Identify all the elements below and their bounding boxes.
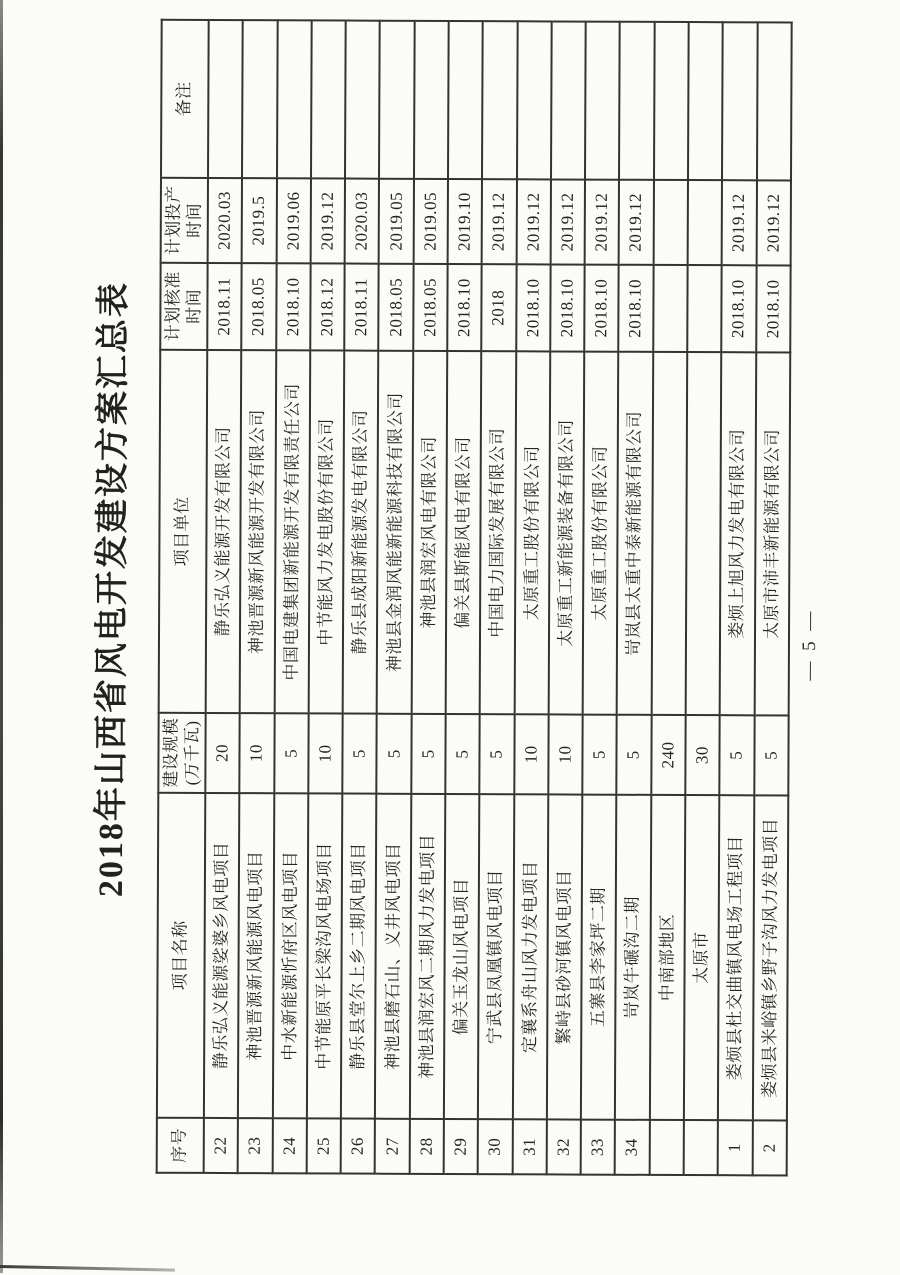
cell-serial: 30 bbox=[478, 1119, 513, 1174]
cell-scale: 240 bbox=[651, 715, 686, 795]
cell-approval-time bbox=[687, 265, 722, 352]
cell-remark bbox=[585, 22, 620, 180]
cell-serial bbox=[649, 1120, 684, 1175]
col-header-unit bbox=[159, 350, 208, 713]
table-row bbox=[512, 21, 551, 1174]
cell-production-time: 2019.12 bbox=[585, 180, 620, 265]
table-row bbox=[204, 20, 243, 1173]
cell-project-name: 神池县润宏风二期风力发电项目 bbox=[410, 794, 446, 1119]
cell-approval-time bbox=[653, 265, 688, 352]
cell-project-name: 娄烦县米峪镇乡野子沟风力发电项目 bbox=[752, 795, 788, 1120]
cell-remark bbox=[517, 21, 552, 179]
cell-approval-time: 2018 bbox=[481, 264, 516, 351]
cell-project-name: 五寨县李家坪二期 bbox=[581, 795, 617, 1120]
cell-scale: 5 bbox=[480, 714, 515, 794]
cell-serial: 28 bbox=[409, 1119, 444, 1174]
cell-remark bbox=[414, 21, 449, 179]
cell-unit: 中国电建集团新能源开发有限责任公司 bbox=[274, 350, 310, 713]
cell-production-time: 2019.12 bbox=[619, 180, 654, 265]
cell-scale: 5 bbox=[582, 715, 617, 795]
table-row bbox=[752, 22, 792, 1175]
cell-approval-time: 2018.10 bbox=[550, 264, 585, 351]
table-row bbox=[341, 21, 380, 1174]
cell-project-name: 定襄系舟山风力发电项目 bbox=[512, 794, 548, 1119]
cell-approval-time: 2018.10 bbox=[756, 265, 791, 352]
cell-approval-time: 2018.05 bbox=[242, 263, 277, 350]
cell-project-name: 中节能原平长梁沟风电场项目 bbox=[307, 793, 343, 1118]
cell-remark bbox=[756, 22, 791, 180]
col-header-remark-label: 备注 bbox=[174, 81, 194, 117]
cell-remark bbox=[208, 20, 243, 178]
cell-production-time: 2019.10 bbox=[448, 179, 483, 264]
cell-unit: 太原重工新能源装备有限公司 bbox=[548, 351, 584, 714]
col-header-project-name bbox=[157, 793, 205, 1118]
cell-scale: 5 bbox=[754, 715, 789, 795]
col-header-approval-line1: 计划核准 bbox=[163, 271, 184, 342]
cell-production-time: 2019.5 bbox=[242, 178, 277, 263]
cell-approval-time: 2018.11 bbox=[207, 263, 242, 350]
cell-serial: 34 bbox=[615, 1120, 650, 1175]
cell-unit: 太原重工股份有限公司 bbox=[514, 351, 550, 714]
col-header-scale bbox=[158, 713, 205, 793]
cell-serial: 31 bbox=[512, 1119, 547, 1174]
cell-project-name: 偏关玉龙山风电项目 bbox=[444, 794, 480, 1119]
cell-serial: 2 bbox=[752, 1120, 787, 1175]
cell-remark bbox=[311, 20, 346, 178]
cell-unit: 神池晋源新风能源开发有限公司 bbox=[240, 350, 276, 713]
table-row bbox=[444, 21, 483, 1174]
cell-unit: 岢岚县太重中泰新能源有限公司 bbox=[617, 352, 653, 715]
cell-production-time: 2019.12 bbox=[722, 180, 757, 265]
cell-serial: 26 bbox=[341, 1119, 376, 1174]
cell-scale: 30 bbox=[685, 715, 720, 795]
col-header-serial bbox=[157, 1118, 204, 1173]
cell-serial: 25 bbox=[306, 1118, 341, 1173]
section-row bbox=[649, 22, 688, 1175]
table-row bbox=[306, 20, 345, 1173]
col-header-project-name-label: 项目名称 bbox=[170, 920, 191, 991]
cell-remark bbox=[551, 21, 586, 179]
cell-scale: 5 bbox=[342, 714, 377, 794]
cell-remark bbox=[722, 22, 757, 180]
cell-project-name: 中水新能源忻府区风电项目 bbox=[272, 793, 308, 1118]
col-header-scale-line2: (万千瓦) bbox=[181, 720, 202, 786]
wind-projects-table bbox=[156, 19, 793, 1177]
col-header-remark bbox=[161, 20, 209, 178]
cell-project-name: 娄烦县杜交曲镇风电场工程项目 bbox=[718, 795, 754, 1120]
cell-production-time: 2020.03 bbox=[208, 178, 243, 263]
table-body bbox=[204, 20, 792, 1176]
cell-remark bbox=[619, 22, 654, 180]
cell-unit: 偏关县斯能风电有限公司 bbox=[446, 351, 482, 714]
table-header bbox=[157, 20, 209, 1173]
table-row bbox=[409, 21, 448, 1174]
cell-production-time: 2019.12 bbox=[310, 178, 345, 263]
cell-scale: 5 bbox=[720, 715, 755, 795]
cell-unit: 中节能风力发电股份有限公司 bbox=[309, 350, 345, 713]
table-row bbox=[272, 20, 311, 1173]
col-header-production-line1: 计划投产 bbox=[164, 185, 184, 256]
cell-approval-time: 2018.05 bbox=[379, 264, 414, 351]
cell-approval-time: 2018.10 bbox=[619, 265, 654, 352]
table-row bbox=[718, 22, 757, 1175]
cell-production-time: 2019.12 bbox=[482, 179, 517, 264]
cell-scale: 5 bbox=[411, 714, 446, 794]
cell-unit: 神池县金润风能新能源科技有限公司 bbox=[377, 351, 413, 714]
cell-project-name: 太原市 bbox=[684, 795, 720, 1120]
cell-serial: 27 bbox=[375, 1119, 410, 1174]
cell-remark bbox=[688, 22, 723, 180]
document-title: 2018年山西省风电开发建设方案汇总表 bbox=[92, 280, 133, 898]
cell-serial: 29 bbox=[444, 1119, 479, 1174]
cell-approval-time: 2018.05 bbox=[413, 264, 448, 351]
cell-scale: 10 bbox=[308, 713, 343, 793]
cell-remark bbox=[379, 21, 414, 179]
cell-production-time: 2019.06 bbox=[276, 178, 311, 263]
col-header-approval-time bbox=[160, 263, 207, 350]
cell-scale: 5 bbox=[377, 714, 412, 794]
cell-unit: 神池县润宏风电有限公司 bbox=[411, 351, 447, 714]
cell-approval-time: 2018.10 bbox=[721, 265, 756, 352]
cell-unit: 太原市沛丰新能源有限公司 bbox=[754, 352, 790, 715]
cell-remark bbox=[277, 20, 312, 178]
table-row bbox=[375, 21, 414, 1174]
cell-scale: 5 bbox=[445, 714, 480, 794]
table-row bbox=[238, 20, 277, 1173]
header-row bbox=[157, 20, 209, 1173]
cell-serial: 23 bbox=[238, 1118, 273, 1173]
cell-scale: 5 bbox=[274, 713, 309, 793]
cell-production-time bbox=[653, 180, 688, 265]
cell-unit: 太原重工股份有限公司 bbox=[583, 352, 619, 715]
cell-scale: 20 bbox=[205, 713, 240, 793]
cell-unit: 中国电力国际发展有限公司 bbox=[480, 351, 516, 714]
scan-edge-artifact-left bbox=[0, 0, 3, 1273]
cell-remark bbox=[242, 20, 277, 178]
cell-production-time: 2020.03 bbox=[345, 179, 380, 264]
table-row bbox=[546, 21, 585, 1174]
table-row bbox=[478, 21, 517, 1174]
cell-remark bbox=[654, 22, 689, 180]
cell-remark bbox=[345, 21, 380, 179]
cell-serial: 22 bbox=[204, 1118, 239, 1173]
cell-serial bbox=[684, 1120, 719, 1175]
cell-project-name: 神池县磨石山、义井风电项目 bbox=[375, 794, 411, 1119]
cell-serial: 32 bbox=[546, 1119, 581, 1174]
table-row bbox=[581, 22, 620, 1175]
col-header-serial-label: 序号 bbox=[170, 1127, 190, 1163]
cell-project-name: 繁峙县砂河镇风电项目 bbox=[547, 794, 583, 1119]
cell-serial: 33 bbox=[581, 1120, 616, 1175]
section-row bbox=[684, 22, 723, 1175]
cell-project-name: 宁武县凤凰镇风电项目 bbox=[478, 794, 514, 1119]
cell-approval-time: 2018.11 bbox=[344, 264, 379, 351]
page-number: — 5 — bbox=[798, 608, 821, 681]
table-row bbox=[615, 22, 654, 1175]
cell-production-time: 2019.05 bbox=[379, 179, 414, 264]
cell-remark bbox=[482, 21, 517, 179]
cell-approval-time: 2018.10 bbox=[584, 265, 619, 352]
cell-project-name: 神池晋源新风能源风电项目 bbox=[238, 793, 274, 1118]
cell-unit bbox=[651, 352, 687, 715]
cell-unit: 静乐弘义能源开发有限公司 bbox=[206, 350, 242, 713]
cell-production-time bbox=[688, 180, 723, 265]
cell-unit bbox=[686, 352, 722, 715]
cell-approval-time: 2018.10 bbox=[516, 264, 551, 351]
cell-approval-time: 2018.12 bbox=[310, 263, 345, 350]
cell-project-name: 中南部地区 bbox=[650, 795, 686, 1120]
cell-serial: 1 bbox=[718, 1120, 753, 1175]
cell-production-time: 2019.12 bbox=[516, 179, 551, 264]
cell-project-name: 静乐弘义能源娑婆乡风电项目 bbox=[204, 793, 240, 1118]
cell-approval-time: 2018.10 bbox=[447, 264, 482, 351]
cell-unit: 娄烦上旭风力发电有限公司 bbox=[720, 352, 756, 715]
cell-approval-time: 2018.10 bbox=[276, 263, 311, 350]
cell-remark bbox=[448, 21, 483, 179]
cell-scale: 5 bbox=[617, 715, 652, 795]
cell-serial: 24 bbox=[272, 1118, 307, 1173]
col-header-approval-line2: 时间 bbox=[183, 288, 204, 324]
col-header-production-time bbox=[161, 178, 208, 263]
cell-unit: 静乐县成阳新能源发电有限公司 bbox=[343, 351, 379, 714]
cell-scale: 10 bbox=[548, 714, 583, 794]
col-header-production-line2: 时间 bbox=[184, 202, 204, 238]
col-header-scale-line1: 建设规模 bbox=[161, 717, 182, 788]
cell-project-name: 静乐县堂尔上乡二期风电项目 bbox=[341, 794, 377, 1119]
col-header-unit-label: 项目单位 bbox=[172, 496, 193, 567]
cell-scale: 10 bbox=[514, 714, 549, 794]
cell-production-time: 2019.05 bbox=[413, 179, 448, 264]
cell-scale: 10 bbox=[240, 713, 275, 793]
cell-production-time: 2019.12 bbox=[550, 179, 585, 264]
cell-production-time: 2019.12 bbox=[756, 180, 791, 265]
cell-project-name: 岢岚牛碾沟二期 bbox=[615, 795, 651, 1120]
